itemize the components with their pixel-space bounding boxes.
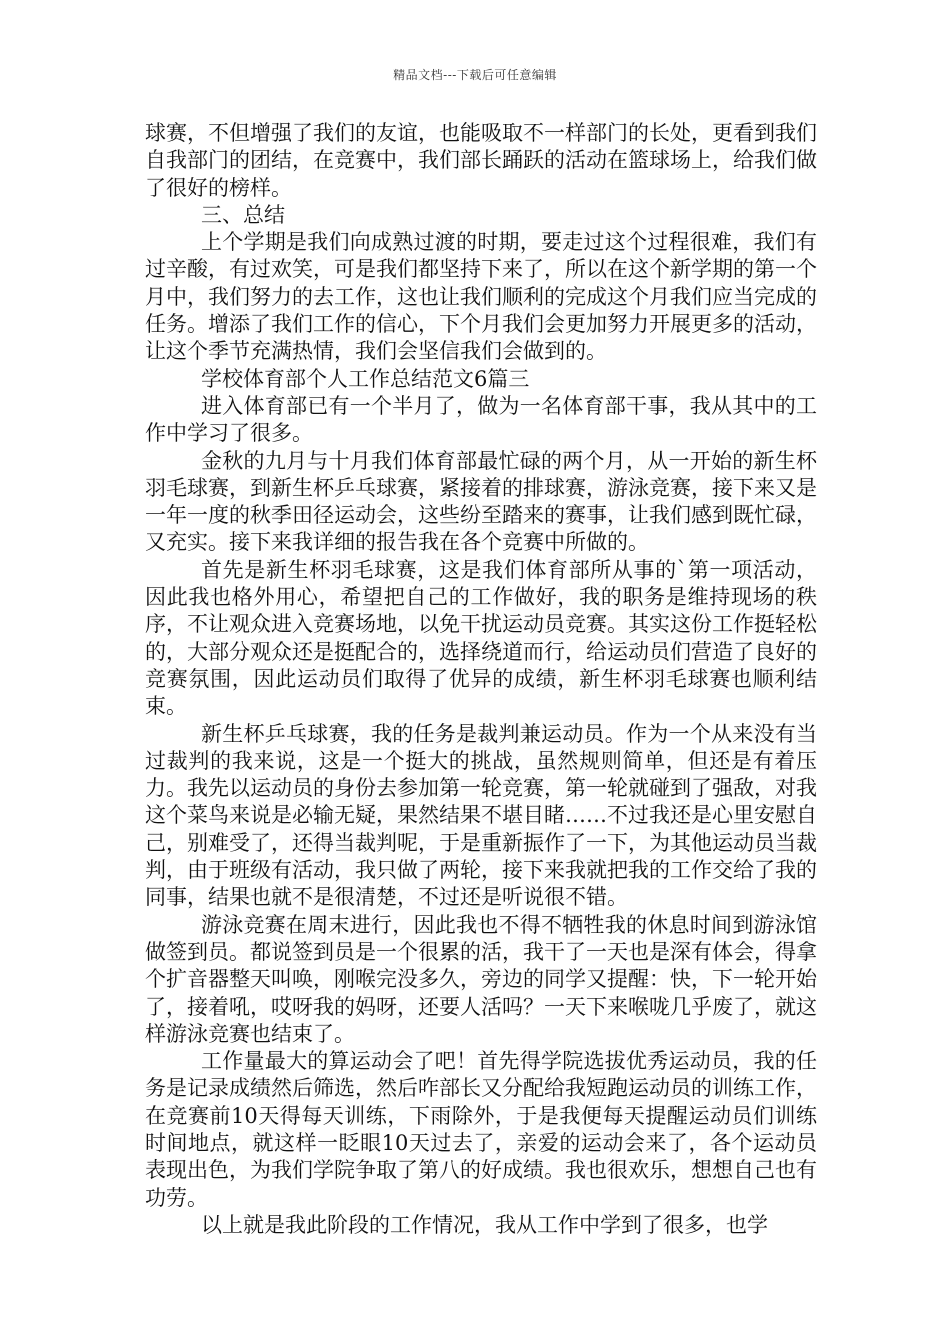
- paragraph-1: 球赛，不但增强了我们的友谊，也能吸取不一样部门的长处，更看到我们自我部门的团结，在竞赛中，我们部长踊跃的活动在篮球场上，给我们做了很好的榜样。: [145, 121, 817, 200]
- article-title: 学校体育部个人工作总结范文6篇三: [201, 366, 530, 391]
- paragraph-5: 首先是新生杯羽毛球赛，这是我们体育部所从事的`第一项活动，因此我也格外用心，希望把自己的工作做好，我的职务是维持现场的秩序，不让观众进入竞赛场地，以免干扰运动员竞赛。其实这份工作挺轻松的，大部分观众还是挺配合的，选择绕道而行，给运动员们营造了良好的竞赛氛围，因此运动员们取得了优异的成绩，新生杯羽毛球赛也顺利结束。: [145, 557, 817, 719]
- section-heading-summary: 三、总结: [201, 202, 285, 227]
- paragraph-9: 以上就是我此阶段的工作情况，我从工作中学到了很多，也学: [201, 1212, 768, 1237]
- paragraph-2: 上个学期是我们向成熟过渡的时期，要走过这个过程很难，我们有过辛酸，有过欢笑，可是我们都坚持下来了，所以在这个新学期的第一个月中，我们努力的去工作，这也让我们顺利的完成这个月我们应当完成的任务。增添了我们工作的信心，下个月我们会更加努力开展更多的活动，让这个季节充满热情，我们会坚信我们会做到的。: [145, 230, 817, 364]
- paragraph-8: 工作量最大的算运动会了吧！首先得学院选拔优秀运动员，我的任务是记录成绩然后筛选，然后咋部长又分配给我短跑运动员的训练工作，在竞赛前10天得每天训练，下雨除外，于是我便每天提醒运动员们训练时间地点，就这样一眨眼10天过去了，亲爱的运动会来了，各个运动员表现出色，为我们学院争取了第八的好成绩。我也很欢乐，想想自己也有功劳。: [145, 1049, 817, 1210]
- paragraph-6: 新生杯乒乓球赛，我的任务是裁判兼运动员。作为一个从来没有当过裁判的我来说，这是一个挺大的挑战，虽然规则简单，但还是有着压力。我先以运动员的身份去参加第一轮竞赛，第一轮就碰到了强敌，对我这个菜鸟来说是必输无疑，果然结果不堪目睹……不过我还是心里安慰自己，别难受了，还得当裁判呢，于是重新振作了一下，为其他运动员当裁判，由于班级有活动，我只做了两轮，接下来我就把我的工作交给了我的同事，结果也就不是很清楚，不过还是听说很不错。: [145, 721, 817, 910]
- paragraph-3: 进入体育部已有一个半月了，做为一名体育部干事，我从其中的工作中学习了很多。: [145, 393, 817, 446]
- document-body: [145, 120, 817, 1239]
- paragraph-4: 金秋的九月与十月我们体育部最忙碌的两个月，从一开始的新生杯羽毛球赛，到新生杯乒乓球赛，紧接着的排球赛，游泳竞赛，接下来又是一年一度的秋季田径运动会，这些纷至踏来的赛事，让我们感到既忙碌，又充实。接下来我详细的报告我在各个竞赛中所做的。: [145, 448, 817, 555]
- paragraph-7: 游泳竞赛在周末进行，因此我也不得不牺牲我的休息时间到游泳馆做签到员。都说签到员是一个很累的活，我干了一天也是深有体会，得拿个扩音器整天叫唤，刚喉完没多久，旁边的同学又提醒：快，下一轮开始了，接着吼，哎呀我的妈呀，还要人活吗？一天下来喉咙几乎废了，就这样游泳竞赛也结束了。: [145, 912, 817, 1046]
- page-header: 精品文档---下载后可任意编辑: [393, 68, 557, 82]
